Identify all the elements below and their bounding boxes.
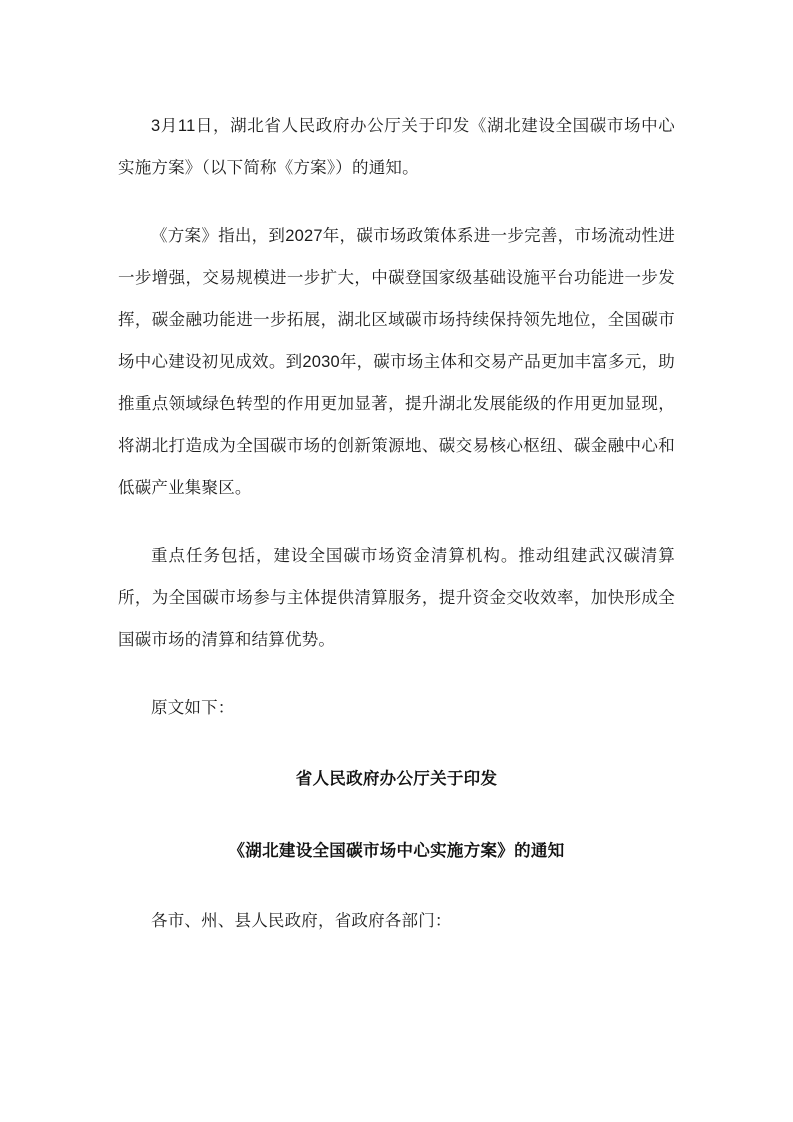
notice-title-line-2: 《湖北建设全国碳市场中心实施方案》的通知 xyxy=(228,842,565,860)
addressee-line: 各市、州、县人民政府，省政府各部门： xyxy=(151,912,452,930)
document-body xyxy=(118,105,675,942)
paragraph-intro: 3月11日，湖北省人民政府办公厅关于印发《湖北建设全国碳市场中心实施方案》（以下简称《方案》）的通知。 xyxy=(118,117,675,177)
notice-title-line-1: 省人民政府办公厅关于印发 xyxy=(295,770,498,788)
paragraph-key-tasks: 重点任务包括，建设全国碳市场资金清算机构。推动组建武汉碳清算所，为全国碳市场参与主体提供清算服务，提升资金交收效率，加快形成全国碳市场的清算和结算优势。 xyxy=(118,547,675,649)
lead-in-text: 原文如下： xyxy=(151,699,235,717)
paragraph-plan-goals: 《方案》指出，到2027年，碳市场政策体系进一步完善，市场流动性进一步增强，交易规模进一步扩大，中碳登国家级基础设施平台功能进一步发挥，碳金融功能进一步拓展，湖北区域碳市场持续保持领先地位，全国碳市场中心建设初见成效。到2030年，碳市场主体和交易产品更加丰富多元，助推重点领域绿色转型的作用更加显著，提升湖北发展能级的作用更加显现，将湖北打造成为全国碳市场的创新策源地、碳交易核心枢纽、碳金融中心和低碳产业集聚区。 xyxy=(118,227,675,497)
